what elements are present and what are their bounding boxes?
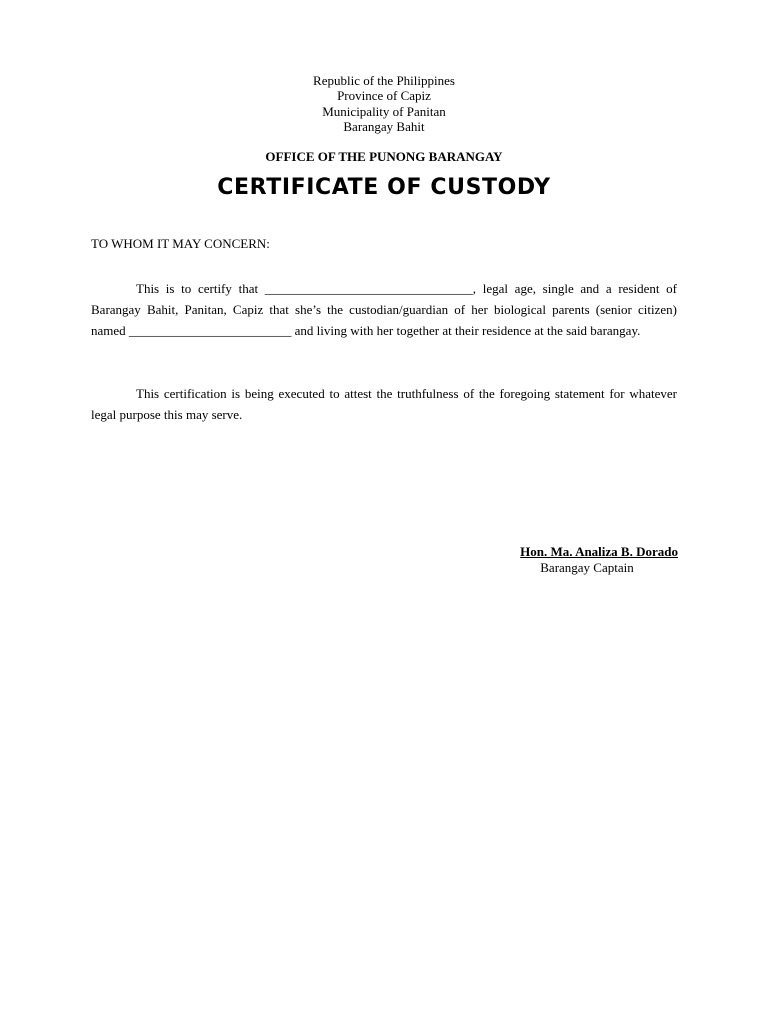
letterhead: [0, 73, 768, 134]
office-heading: OFFICE OF THE PUNONG BARANGAY: [265, 149, 503, 164]
signatory-title: Barangay Captain: [540, 560, 634, 575]
certification-paragraph: [91, 278, 677, 342]
signature-block: [460, 544, 678, 576]
paragraph-text: and living with her together at their residence at the said barangay.: [291, 323, 641, 339]
document-title: CERTIFICATE OF CUSTODY: [217, 175, 551, 200]
letterhead-province: Province of Capiz: [337, 88, 431, 104]
letterhead-country: Republic of the Philippines: [313, 73, 455, 88]
paragraph-text: This is to certify that: [136, 281, 265, 296]
letterhead-municipality: Municipality of Panitan: [322, 103, 446, 119]
purpose-paragraph: This certification is being executed to attest the truthfulness of the foregoing statement for whatever legal purpose this may serve.: [91, 386, 677, 423]
parent-name-blank: _________________________: [128, 323, 292, 339]
paragraph-text: , legal age, single and a resident of Barangay Bahit, Panitan, Capiz that she’s the custodian/guardian of her biological parents (senior citizen) named: [91, 281, 677, 339]
signatory-name: Hon. Ma. Analiza B. Dorado: [520, 544, 678, 559]
letterhead-barangay: Barangay Bahit: [343, 118, 425, 134]
name-blank: ________________________________: [264, 281, 473, 296]
salutation: TO WHOM IT MAY CONCERN:: [91, 236, 270, 251]
